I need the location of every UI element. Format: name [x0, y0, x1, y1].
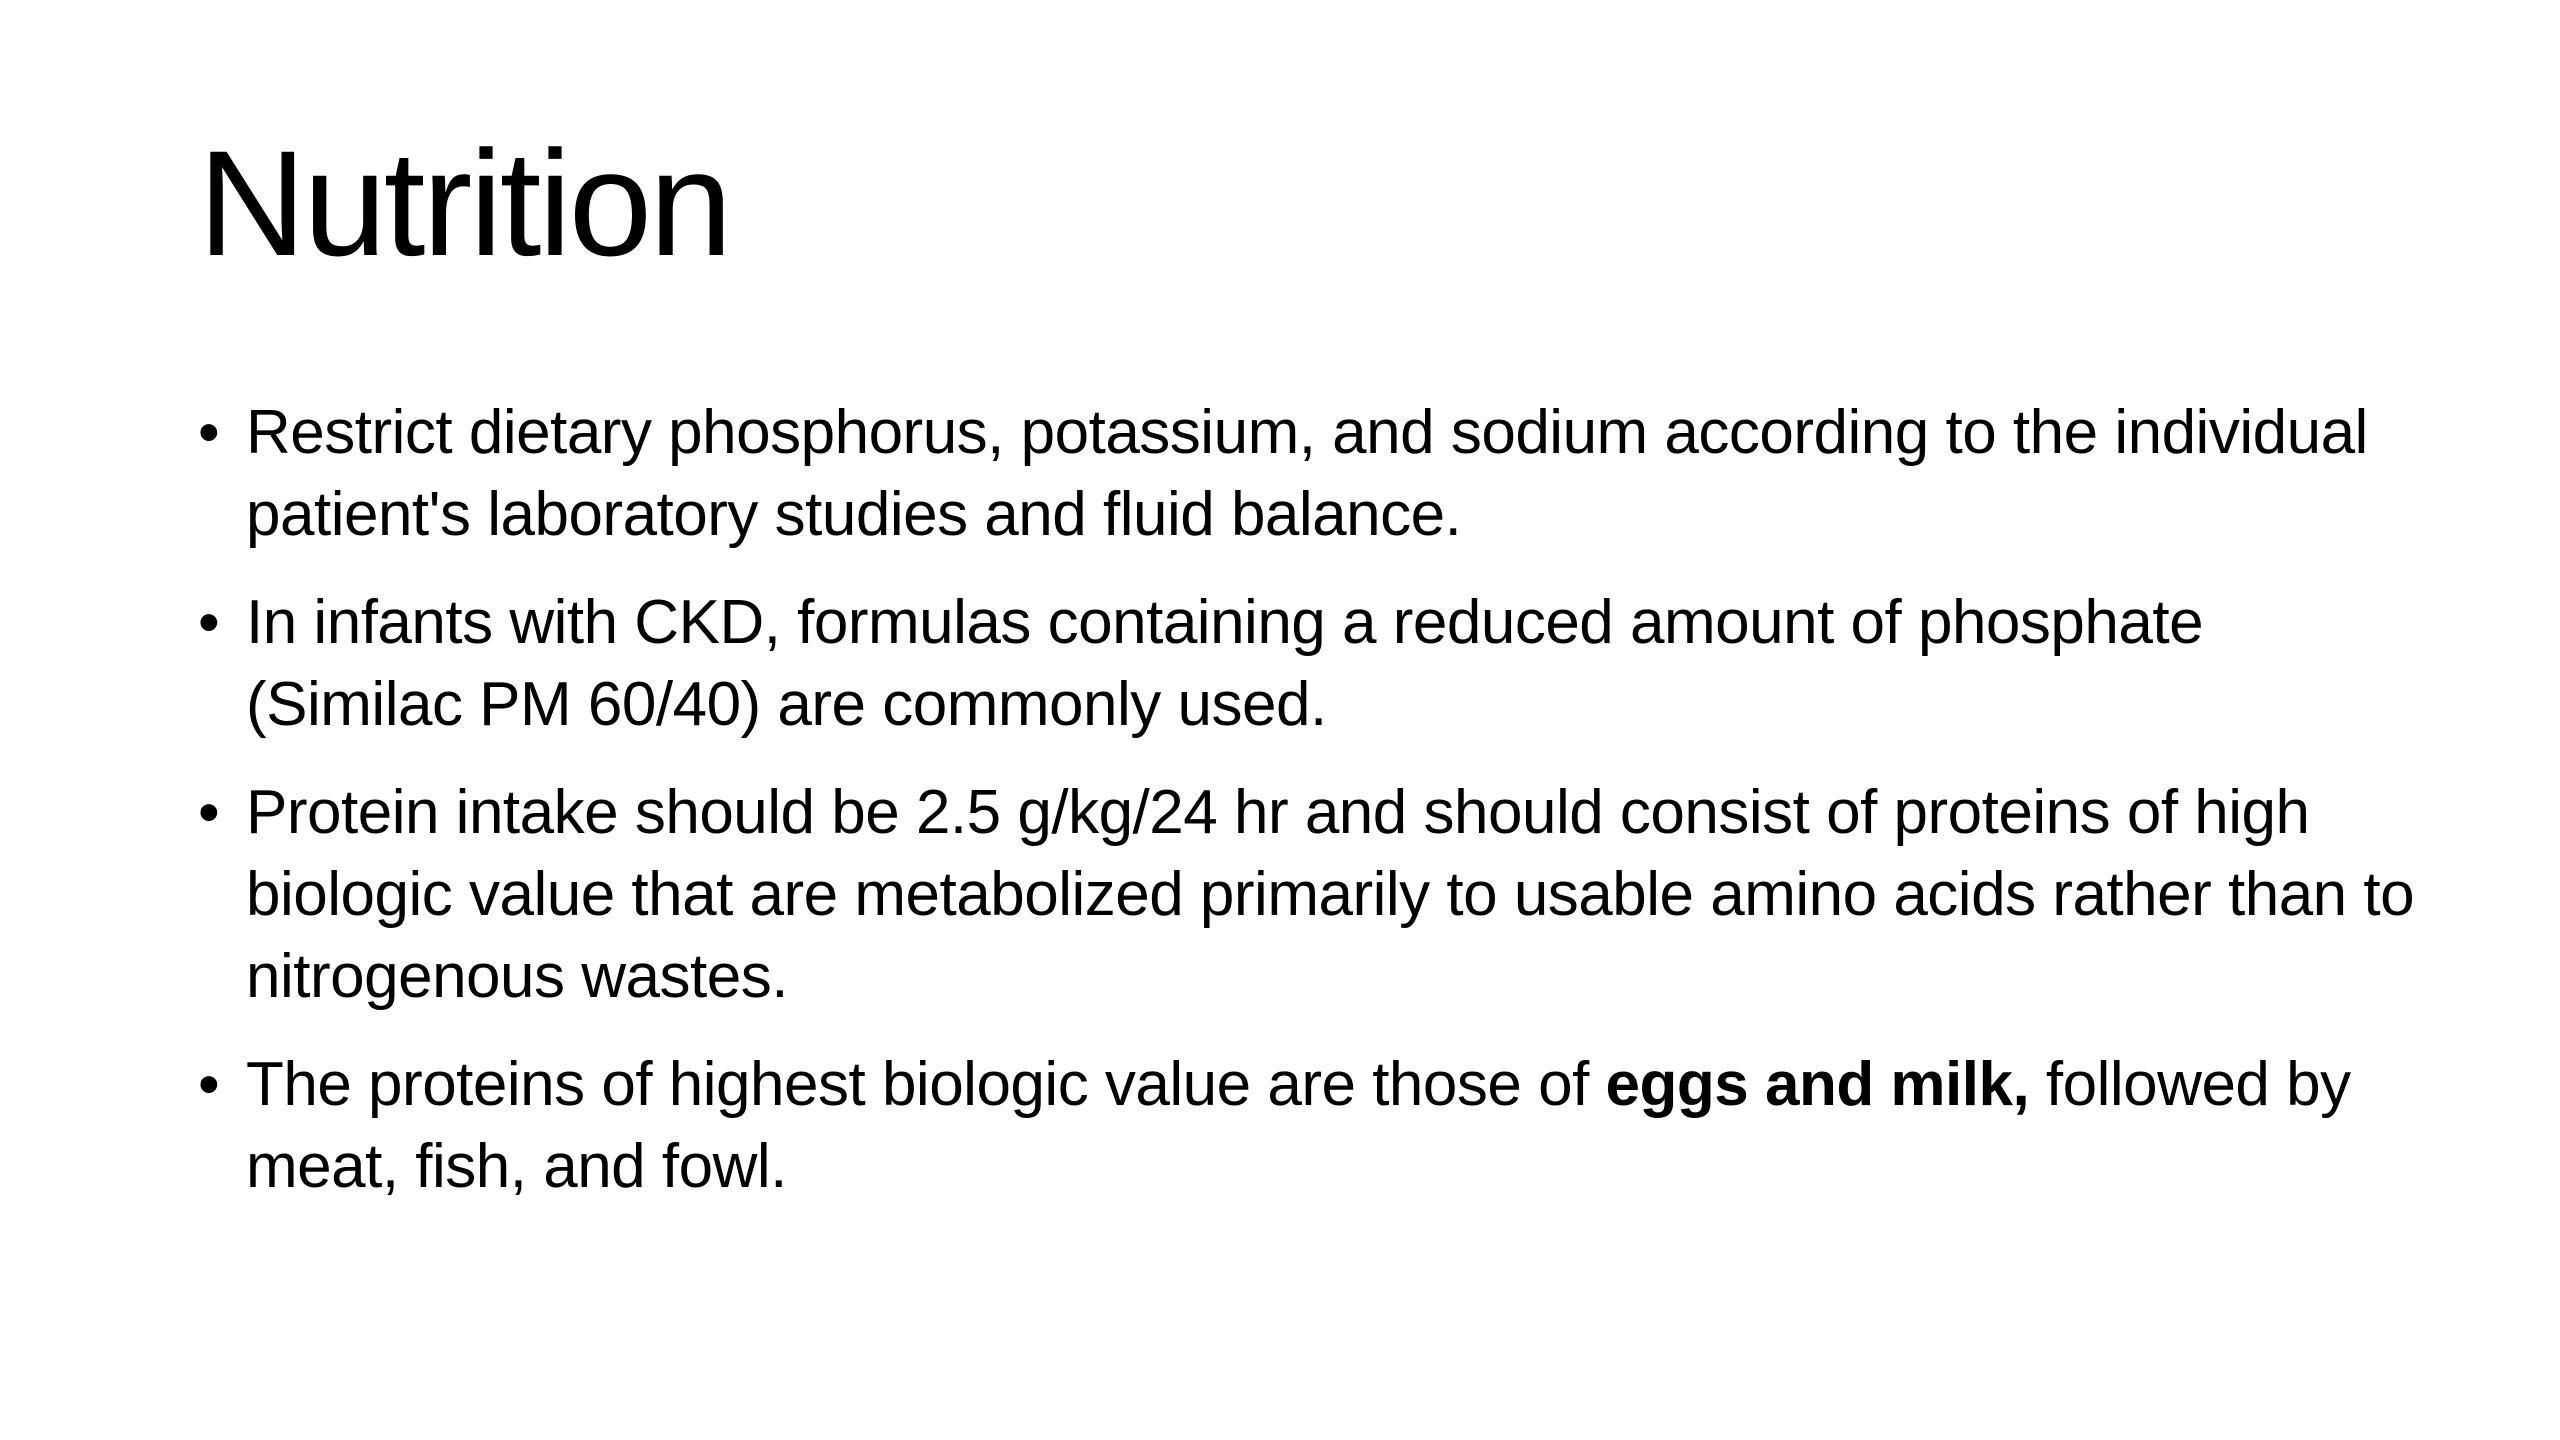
bullet-text-before: The proteins of highest biologic value are those of [246, 1050, 1606, 1119]
bullet-marker: • [198, 1050, 220, 1119]
slide-title: Nutrition [198, 119, 730, 287]
bullet-item [198, 582, 2428, 746]
bullet-item [198, 772, 2428, 1018]
bullet-text: Restrict dietary phosphorus, potassium, and sodium according to the individual patient's laboratory studies and fluid balance. [246, 398, 2368, 549]
bullet-item [198, 392, 2428, 556]
bullet-item [198, 1044, 2428, 1208]
bullet-text-after: followed by meat, fish, and fowl. [246, 1050, 2351, 1201]
bullet-list [198, 392, 2428, 1234]
bullet-text: Protein intake should be 2.5 g/kg/24 hr and should consist of proteins of high biologic value that are metabolized primarily to usable amino acids rather than to nitrogenous wastes. [246, 778, 2415, 1011]
bullet-marker: • [198, 778, 220, 847]
bullet-text-bold: eggs and milk, [1605, 1050, 2030, 1119]
bullet-marker: • [198, 398, 220, 467]
bullet-text: In infants with CKD, formulas containing a reduced amount of phosphate (Similac PM 60/40) are commonly used. [246, 588, 2204, 739]
bullet-text [246, 1050, 2351, 1201]
bullet-marker: • [198, 588, 220, 657]
